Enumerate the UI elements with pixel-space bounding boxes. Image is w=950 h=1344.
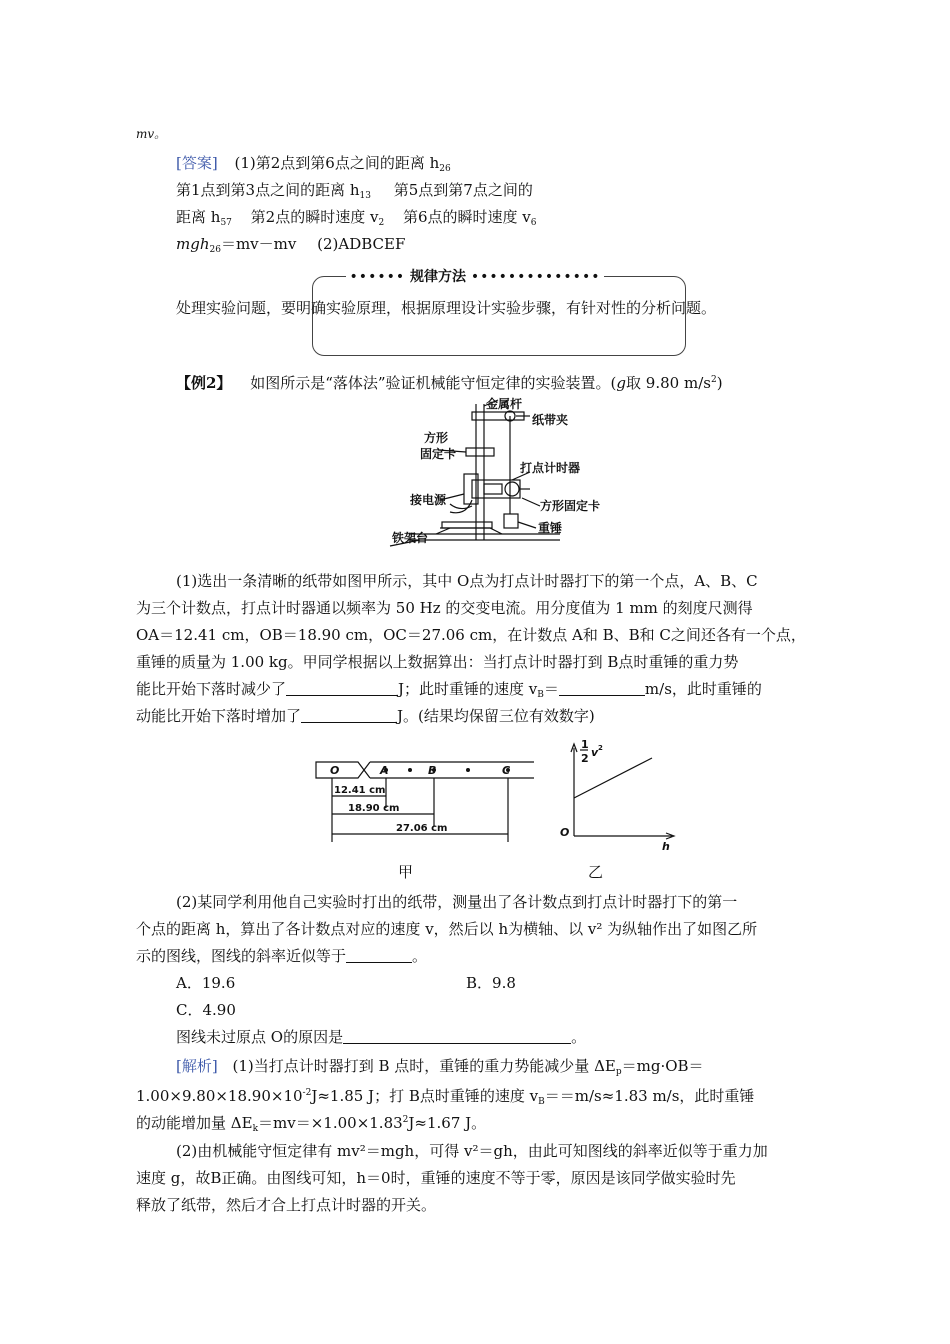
label-fixed-card-2: 方形固定卡 bbox=[540, 499, 601, 513]
q1-line-3: OA＝12.41 cm，OB＝18.90 cm，OC＝27.06 cm，在计数点 A和 B、B和 C之间还各有一个点， bbox=[136, 626, 806, 644]
label-B: B bbox=[428, 764, 437, 777]
label-A: A bbox=[380, 764, 389, 777]
example2-intro: 【例2】 如图所示是“落体法”验证机械能守恒定律的实验装置。(g取 9.80 $m/s^2$) bbox=[176, 374, 723, 392]
label-power: 接电源 bbox=[410, 493, 447, 507]
x-label: h bbox=[662, 840, 670, 853]
answer-line-2: 第1点到第3点之间的距离 $h_{13}$ 第5点到第7点之间的 bbox=[176, 181, 533, 201]
graph-figure bbox=[556, 738, 680, 854]
label-tape-clip: 纸带夹 bbox=[532, 413, 569, 427]
blank-velocity[interactable] bbox=[559, 680, 645, 696]
tape-figure bbox=[312, 752, 538, 850]
label-fixed-card-1b: 固定卡 bbox=[420, 447, 457, 461]
q1-line-2: 为三个计数点，打点计时器通以频率为 50 Hz 的交变电流。用分度值为 1 mm 的刻度尺测得 bbox=[136, 599, 753, 617]
analysis-line-3: 的动能增加量 $\Delta E_k=mv=\times 1.00\times 1.83^2J\approx 1.67$ J。 bbox=[136, 1114, 487, 1134]
label-stand: 铁架台 bbox=[392, 531, 429, 545]
q2-line-2: 个点的距离 h，算出了各计数点对应的速度 v，然后以 h为横轴、以 v² 为纵轴作出了如图乙所 bbox=[136, 920, 758, 938]
distance-OB: 18.90 cm bbox=[348, 803, 400, 814]
y-label-sup: 2 bbox=[598, 744, 603, 752]
answer-line-3: 距离 $h_{57}$ 第2点的瞬时速度 $v_2$ 第6点的瞬时速度 $v_6$ bbox=[176, 208, 537, 228]
answer-label: [答案] bbox=[176, 154, 218, 172]
q1-line-1: (1)选出一条清晰的纸带如图甲所示，其中 O点为打点计时器打下的第一个点，A、B、C bbox=[176, 572, 758, 590]
fixed-card-upper bbox=[466, 448, 494, 456]
label-timer: 打点计时器 bbox=[520, 461, 581, 475]
blank-kinetic-increase[interactable] bbox=[301, 707, 397, 723]
example2-label: 【例2】 bbox=[176, 374, 232, 392]
option-B: B．9.8 bbox=[466, 974, 516, 992]
origin-label: O bbox=[560, 826, 570, 839]
label-O: O bbox=[330, 764, 340, 777]
analysis-line-6: 释放了纸带，然后才合上打点计时器的开关。 bbox=[136, 1196, 437, 1214]
blank-slope[interactable] bbox=[346, 947, 412, 963]
y-label-var: v bbox=[591, 746, 599, 759]
q2-line-4: 图线未过原点 O的原因是 。 bbox=[176, 1028, 587, 1046]
q1-line-5: 能比开始下落时减少了 J；此时重锤的速度 $v_B= m/s$，此时重锤的 bbox=[136, 680, 762, 700]
y-label-numerator: 1 bbox=[581, 738, 589, 751]
analysis-line-2: $1.00\times 9.80\times 18.90\times 10^{-2}J\approx 1.85$ J；打 B点时重锤的速度 $v_B==m/s\approx 1.83$ m/s，此时重锤 bbox=[136, 1087, 755, 1107]
label-metal-rod: 金属杆 bbox=[486, 397, 523, 411]
tape-left-segment bbox=[316, 762, 364, 778]
q2-line-1: (2)某同学利用他自己实验时打出的纸带，测量出了各计数点到打点计时器打下的第一 bbox=[176, 893, 738, 911]
answer-line-1: [答案] (1)第2点到第6点之间的距离 $h_{26}$ bbox=[176, 154, 451, 174]
analysis-line-4: (2)由机械能守恒定律有 mv²＝mgh，可得 v²＝gh，由此可知图线的斜率近似等于重力加 bbox=[176, 1142, 768, 1160]
analysis-line-1: [解析] (1)当打点计时器打到 B 点时，重锤的重力势能减少量 $\Delta E_p=mg\cdot OB=$ bbox=[176, 1057, 704, 1077]
caption-jia: 甲 bbox=[398, 863, 414, 881]
analysis-line-5: 速度 g，故B正确。由图线可知，h＝0时，重锤的速度不等于零，原因是该同学做实验时先 bbox=[136, 1169, 736, 1187]
weight bbox=[504, 514, 518, 528]
timer-body bbox=[472, 480, 520, 498]
analysis-label: [解析] bbox=[176, 1057, 218, 1075]
option-A: A．19.6 bbox=[176, 974, 236, 992]
y-label-denominator: 2 bbox=[581, 752, 589, 765]
label-C: C bbox=[502, 764, 511, 777]
label-weight: 重锤 bbox=[538, 521, 563, 535]
option-C: C．4.90 bbox=[176, 1001, 236, 1019]
caption-yi: 乙 bbox=[588, 863, 604, 881]
blank-energy-decrease[interactable] bbox=[286, 680, 398, 696]
q1-line-6: 动能比开始下落时增加了 J。(结果均保留三位有效数字) bbox=[136, 707, 595, 725]
distance-OC: 27.06 cm bbox=[396, 823, 448, 834]
apparatus-figure bbox=[380, 394, 630, 554]
method-box-title: •••••• 规律方法 •••••••••••••• bbox=[0, 266, 950, 286]
blank-reason[interactable] bbox=[343, 1028, 571, 1044]
method-box-text: 处理实验问题，要明确实验原理，根据原理设计实验步骤，有针对性的分析问题。 bbox=[176, 299, 717, 317]
q1-line-4: 重锤的质量为 1.00 kg。甲同学根据以上数据算出：当打点计时器打到 B点时重锤的重力势 bbox=[136, 653, 739, 671]
point-between-BC bbox=[466, 768, 470, 772]
answer-line-4: mgh$_{26}$＝mv－mv (2)ADBCEF bbox=[176, 235, 406, 255]
distance-OA: 12.41 cm bbox=[334, 785, 386, 796]
q2-line-3: 示的图线，图线的斜率近似等于 。 bbox=[136, 947, 428, 965]
top-fragment: mv。 bbox=[136, 127, 167, 141]
point-between-AB bbox=[408, 768, 412, 772]
label-fixed-card-1a: 方形 bbox=[424, 431, 449, 445]
